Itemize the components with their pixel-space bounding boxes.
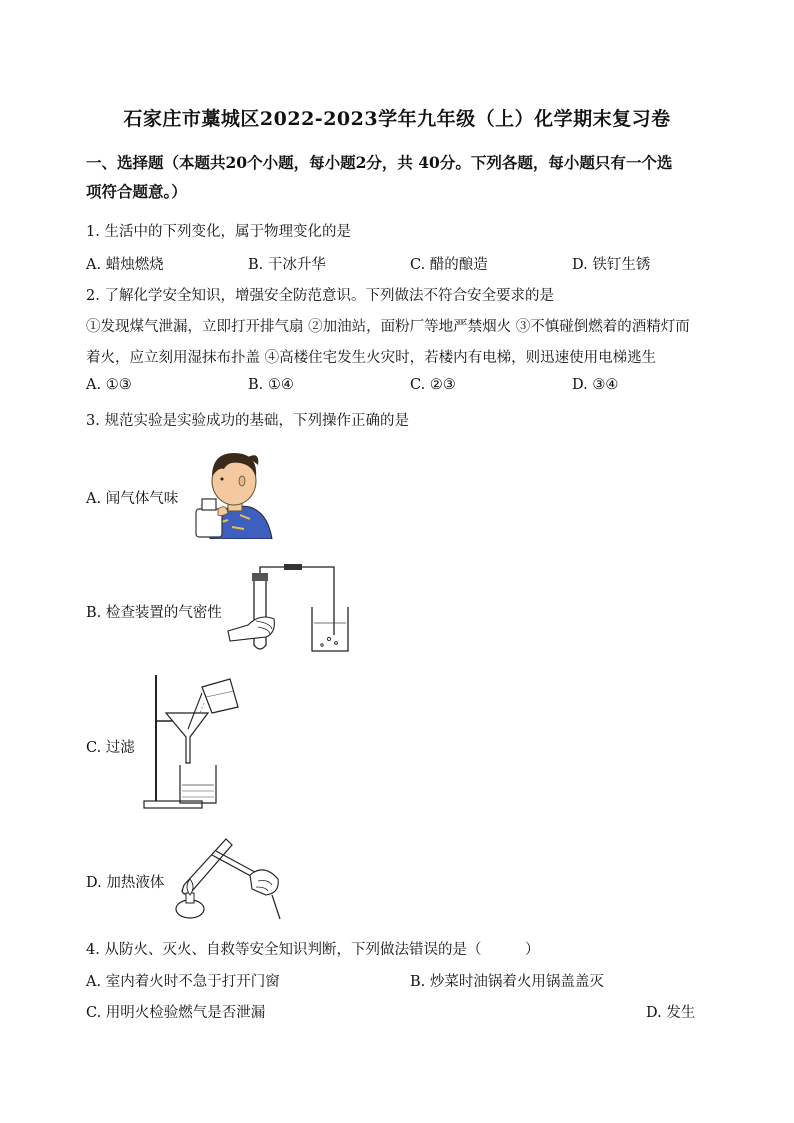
q4-option-b: B. 炒菜时油锅着火用锅盖盖灭 bbox=[410, 974, 604, 990]
q3-stem: 3. 规范实验是实验成功的基础，下列操作正确的是 bbox=[86, 413, 409, 429]
filtration-illustration bbox=[142, 673, 242, 811]
q1-option-d: D. 铁钉生锈 bbox=[572, 257, 651, 273]
q4-stem: 4. 从防火、灭火、自救等安全知识判断，下列做法错误的是（ ） bbox=[86, 942, 540, 958]
section-heading-line2: 项符合题意。） bbox=[86, 182, 187, 201]
q3-option-d: D. 加热液体 bbox=[86, 875, 165, 891]
q3-option-b: B. 检查装置的气密性 bbox=[86, 605, 222, 621]
q2-stem: 2. 了解化学安全知识，增强安全防范意识。下列做法不符合安全要求的是 bbox=[86, 288, 554, 304]
q4-option-d: D. 发生 bbox=[646, 1005, 696, 1021]
q4-option-c: C. 用明火检验燃气是否泄漏 bbox=[86, 1005, 266, 1021]
heating-liquid-illustration bbox=[168, 833, 284, 925]
q1-option-b: B. 干冰升华 bbox=[248, 257, 326, 273]
q2-option-d: D. ③④ bbox=[572, 377, 619, 393]
q3-option-c: C. 过滤 bbox=[86, 740, 135, 756]
q2-statement-line2: 着火，应立刻用湿抹布扑盖 ④高楼住宅发生火灾时，若楼内有电梯，则迅速使用电梯逃生 bbox=[86, 350, 657, 366]
q2-statement-line1: ①发现煤气泄漏，立即打开排气扇 ②加油站，面粉厂等地严禁烟火 ③不慎碰倒燃着的酒精灯而 bbox=[86, 319, 690, 335]
section-heading-line1: 一、选择题（本题共20个小题，每小题2分，共 40分。下列各题，每小题只有一个选 bbox=[86, 153, 673, 172]
q4-option-a: A. 室内着火时不急于打开门窗 bbox=[86, 974, 280, 990]
q2-option-b: B. ①④ bbox=[248, 377, 294, 393]
page-title: 石家庄市藁城区2022-2023学年九年级（上）化学期末复习卷 bbox=[123, 108, 671, 130]
airtightness-check-illustration bbox=[226, 563, 352, 655]
q3-option-a: A. 闻气体气味 bbox=[86, 491, 179, 507]
q1-option-a: A. 蜡烛燃烧 bbox=[86, 257, 164, 273]
q2-option-c: C. ②③ bbox=[410, 377, 456, 393]
q1-stem: 1. 生活中的下列变化，属于物理变化的是 bbox=[86, 224, 351, 240]
q2-option-a: A. ①③ bbox=[86, 377, 132, 393]
q1-option-c: C. 醋的酿造 bbox=[410, 257, 488, 273]
smelling-gas-illustration bbox=[188, 447, 273, 539]
